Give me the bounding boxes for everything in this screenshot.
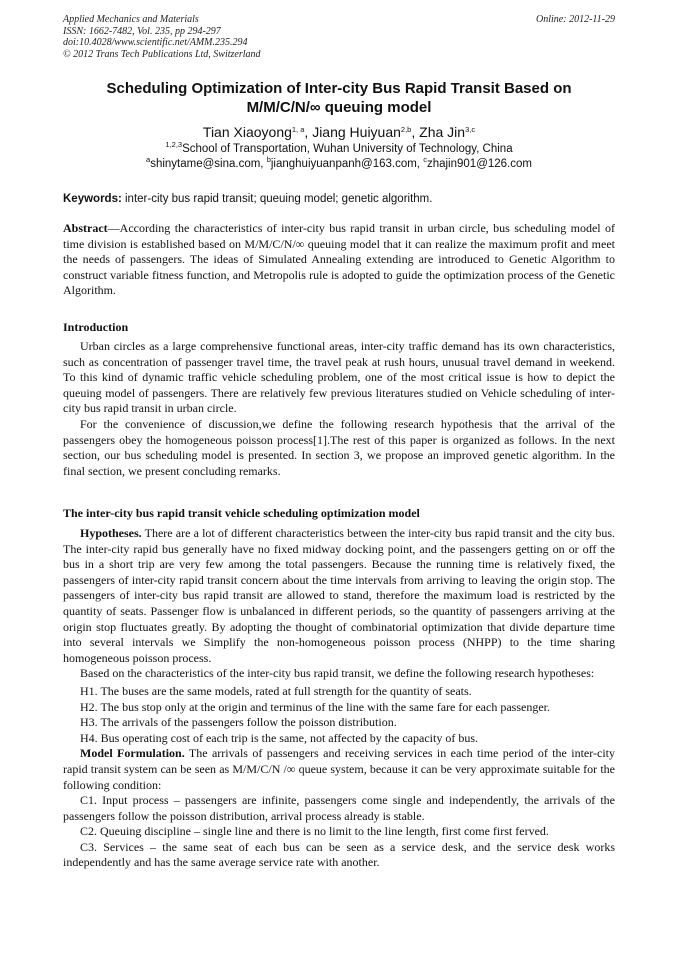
- intro-paragraph-1: Urban circles as a large comprehensive functional areas, inter-city traffic demand has its own characteristics, such as concentration of passenger travel time, the travel peak at rush hours, unusual travel demand in weekend. To this kind of dynamic traffic vehicle scheduling problem, one of the most critical issue is how to depict the queuing model of passengers. There are relatively few previous literatures studied on Vehicle scheduling of inter-city bus rapid transit in urban circle.: [63, 339, 615, 416]
- author-3-sup: 3,c: [465, 125, 476, 134]
- intro-paragraph-2: For the convenience of discussion,we define the following research hypothesis that the arrival of the passengers obey the homogeneous poisson process[1].The rest of this paper is organized as follows. In the next section, our bus scheduling model is presented. In section 3, we propose an improved genetic algorithm. In the final section, we present concluding remarks.: [63, 416, 615, 478]
- keywords: [63, 192, 615, 206]
- journal-header: [63, 14, 261, 60]
- introduction-section: [63, 320, 615, 336]
- hypothesis-h1: H1. The buses are the same models, rated at full strength for the quantity of seats.: [80, 683, 472, 698]
- abstract-text: —According the characteristics of inter-city bus rapid transit in urban circle, bus scheduling model of time division is established based on M/M/C/N/∞ queuing model that it can realize the maximum profit and meet the needs of passengers. The ideas of Simulated Annealing extending are introduced to Genetic Algorithm to construct variable fitness function, and Metropolis rule is adopted to guide the optimization process of the Genetic Algorithm.: [63, 221, 615, 298]
- hypotheses-paragraph: [63, 526, 615, 666]
- author-separator: ,: [304, 124, 313, 140]
- hypothesis-h3: H3. The arrivals of the passengers follow the poisson distribution.: [80, 715, 397, 730]
- email-sup-b: b: [266, 155, 271, 164]
- introduction-body: [63, 339, 615, 479]
- email-b: jianghuiyuanpanh@163.com,: [270, 158, 424, 170]
- condition-c2: C2. Queuing discipline – single line and there is no limit to the line length, first come first ferved.: [80, 824, 549, 839]
- affiliation: [63, 142, 615, 156]
- title-line-2: M/M/C/N/∞ queuing model: [246, 98, 432, 116]
- paper-title: [63, 80, 615, 117]
- keywords-text: inter-city bus rapid transit; queuing model; genetic algorithm.: [121, 193, 433, 205]
- model-formulation-label: Model Formulation.: [80, 746, 185, 761]
- condition-c3: C3. Services – the same seat of each bus can be seen as a service desk, and the service desk works independently and has the same average service rate with another.: [63, 839, 615, 870]
- hypothesis-h2: H2. The bus stop only at the origin and terminus of the line with the same fare for each passenger.: [80, 699, 550, 714]
- email-sup-c: c: [423, 155, 427, 164]
- author-list: [63, 124, 615, 141]
- introduction-heading: Introduction: [63, 320, 129, 334]
- email-a: shinytame@sina.com,: [150, 158, 267, 170]
- email-sup-a: a: [146, 155, 151, 164]
- hypotheses-label: Hypotheses.: [80, 526, 142, 540]
- author-2: Jiang Huiyuan: [312, 124, 401, 140]
- copyright-line: © 2012 Trans Tech Publications Ltd, Switzerland: [63, 48, 261, 60]
- author-1-sup: 1, a: [291, 125, 305, 134]
- author-emails: [63, 157, 615, 171]
- doi-line: doi:10.4028/www.scientific.net/AMM.235.294: [63, 37, 248, 49]
- based-on-paragraph: Based on the characteristics of the inter-city bus rapid transit, we define the following research hypotheses:: [80, 666, 595, 681]
- abstract: [63, 221, 615, 299]
- condition-c1: C1. Input process – passengers are infinite, passengers come single and independently, the arrivals of the passengers follow the poisson distribution, arrival process already is stable.: [63, 793, 615, 823]
- issn-line: ISSN: 1662-7482, Vol. 235, pp 294-297: [63, 25, 221, 37]
- keywords-label: Keywords:: [63, 193, 122, 205]
- model-section-body: [63, 526, 615, 871]
- model-formulation-text: The arrivals of passengers and receiving services in each time period of the inter-city rapid transit system can be seen as M/M/C/N /∞ queue system, because it can be very approximate suitable for the following condition:: [63, 746, 616, 792]
- affiliation-text: School of Transportation, Wuhan University of Technology, China: [182, 143, 513, 155]
- hypotheses-text: There are a lot of different characteristics between the inter-city bus rapid transit and the city bus. The inter-city rapid bus generally have no fixed midway docking point, and the passengers getting on or off the bus in a short trip are very few among the total passengers. Because the running time is relatively fixed, the passengers of inter-city rapid transit concern about the time intervals from arriving to leaving the origin stop. The passengers of inter-city bus rapid transit are allowed to stand, therefore the maximum load is restricted by the quantity of seats. Passenger flow is unbalanced in different periods, so the quantity of passengers arriving at the origin stop fluctuates greatly. By adopting the thought of combinatorial optimization that divide departure time into several intervals we Simplify the non-homogeneous poisson process (NHPP) to the time sharing homogeneous poisson process.: [63, 526, 615, 665]
- hypothesis-h4: H4. Bus operating cost of each trip is the same, not affected by the capacity of bus.: [80, 730, 478, 745]
- author-3: Zha Jin: [419, 124, 466, 140]
- author-2-sup: 2,b: [400, 125, 412, 134]
- online-date: Online: 2012-11-29: [536, 14, 615, 25]
- title-line-1: Scheduling Optimization of Inter-city Bus Rapid Transit Based on: [106, 80, 572, 97]
- model-section: [63, 506, 615, 522]
- email-c: zhajin901@126.com: [426, 158, 532, 170]
- affiliation-sup: 1,2,3: [165, 140, 183, 149]
- model-section-heading: The inter-city bus rapid transit vehicle scheduling optimization model: [63, 506, 420, 520]
- model-formulation-paragraph: [63, 746, 615, 793]
- abstract-label: Abstract: [63, 221, 108, 235]
- author-separator: ,: [411, 124, 420, 140]
- journal-name: Applied Mechanics and Materials: [63, 14, 199, 25]
- author-1: Tian Xiaoyong: [202, 124, 292, 140]
